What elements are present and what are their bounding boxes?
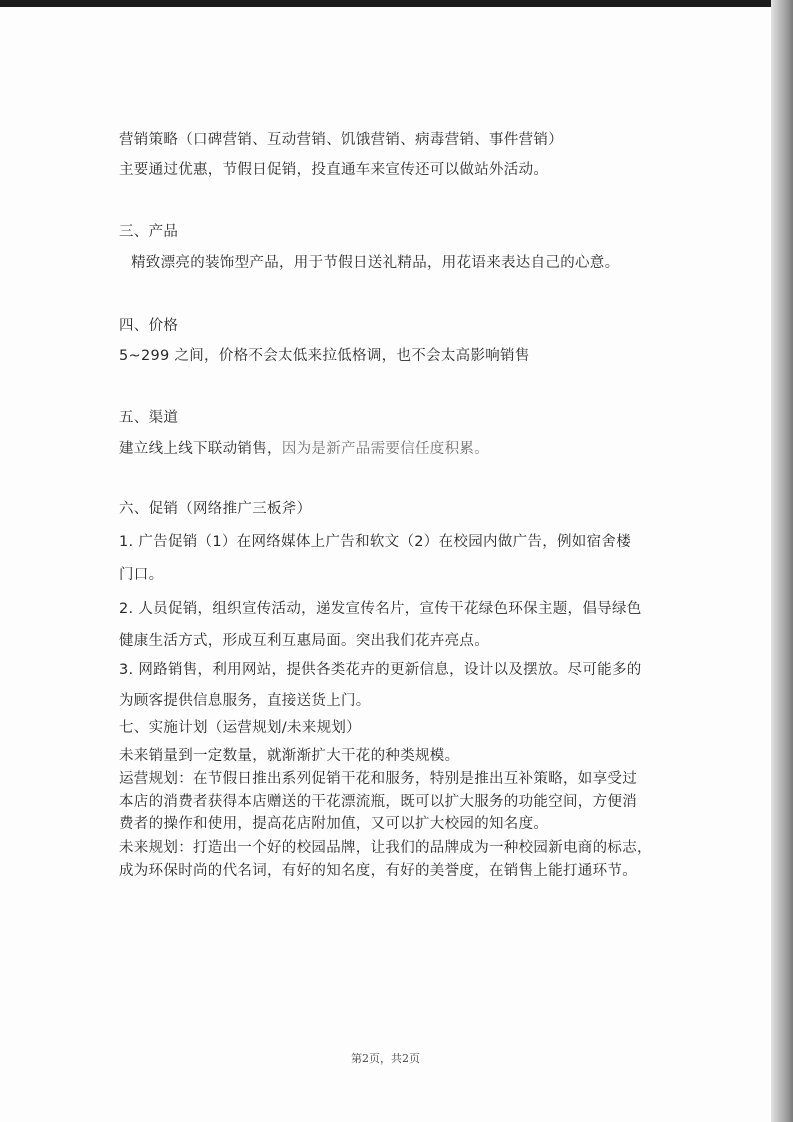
plan-operation-line-3: 费者的操作和使用，提高花店附加值，又可以扩大校园的知名度。 (119, 816, 549, 832)
section-promotion-heading: 六、促销（网络推广三板斧） (119, 501, 312, 517)
plan-future-line-2: 成为环保时尚的代名词，有好的知名度，有好的美誉度，在销售上能打通环节。 (119, 863, 637, 879)
plan-text-line-1: 未来销量到一定数量，就渐渐扩大干花的种类规模。 (119, 748, 460, 764)
marketing-strategy-heading: 营销策略（口碑营销、互动营销、饥饿营销、病毒营销、事件营销） (119, 132, 563, 148)
promotion-item-2-line-2: 健康生活方式，形成互利互惠局面。突出我们花卉亮点。 (119, 633, 489, 649)
section-price-text: 5~299 之间，价格不会太低来拉低格调，也不会太高影响销售 (119, 348, 530, 364)
scan-edge-top (0, 0, 793, 7)
plan-operation-line-1: 运营规划：在节假日推出系列促销干花和服务，特别是推出互补策略，如享受过 (119, 771, 637, 787)
section-price-heading: 四、价格 (119, 318, 179, 334)
promotion-item-1-line-2: 门口。 (119, 567, 164, 583)
promotion-item-2-line-1: 2. 人员促销，组织宣传活动，递发宣传名片，宣传干花绿色环保主题，倡导绿色 (119, 601, 642, 617)
section-channel-heading: 五、渠道 (119, 410, 179, 426)
document-page (0, 7, 771, 1122)
section-product-heading: 三、产品 (119, 224, 179, 240)
promotion-item-1-line-1: 1. 广告促销（1）在网络媒体上广告和软文（2）在校园内做广告，例如宿舍楼 (119, 534, 631, 550)
section-product-text: 精致漂亮的装饰型产品，用于节假日送礼精品，用花语来表达自己的心意。 (131, 255, 620, 271)
section-channel-text-main: 建立线上线下联动销售， (119, 441, 282, 457)
scan-edge-right (771, 0, 793, 1122)
marketing-strategy-text: 主要通过优惠，节假日促销，投直通车来宣传还可以做站外活动。 (119, 162, 549, 178)
plan-future-line-1: 未来规划：打造出一个好的校园品牌，让我们的品牌成为一种校园新电商的标志， (119, 840, 652, 856)
promotion-item-3-line-2: 为顾客提供信息服务，直接送货上门。 (119, 693, 371, 709)
section-channel-text (119, 439, 489, 459)
promotion-item-3-line-1: 3. 网路销售，利用网站，提供各类花卉的更新信息，设计以及摆放。尽可能多的 (119, 662, 642, 678)
plan-operation-line-2: 本店的消费者获得本店赠送的干花漂流瓶，既可以扩大服务的功能空间，方便消 (119, 794, 637, 810)
section-channel-text-faint: 因为是新产品需要信任度积累。 (281, 441, 490, 457)
page-footer: 第2页，共2页 (351, 1052, 420, 1065)
section-plan-heading: 七、实施计划（运营规划/未来规划） (119, 720, 361, 736)
